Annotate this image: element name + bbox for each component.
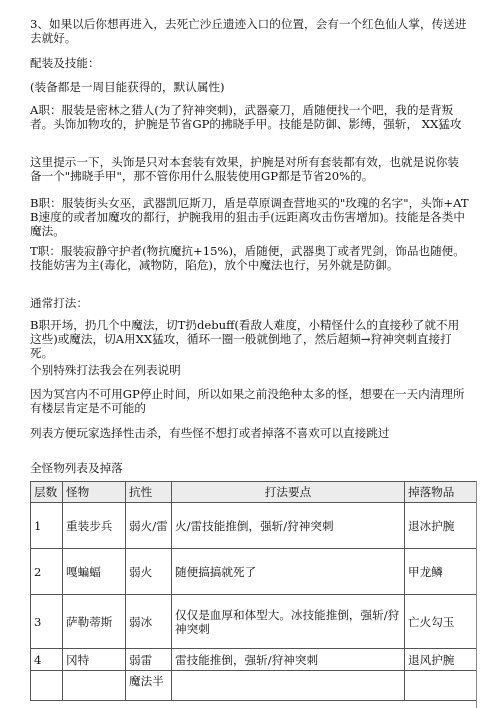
paragraph-list-note: 列表方便玩家选择性击杀，有些怪不想打或者掉落不喜欢可以直接跳过 bbox=[30, 426, 390, 440]
table-header-row bbox=[31, 482, 477, 503]
cell-monster: 重装步兵 bbox=[63, 503, 126, 549]
cell-monster: 冈特 bbox=[63, 649, 126, 671]
table-row bbox=[31, 503, 477, 549]
paragraph-t-role: T职：服装寂静守护者(物抗魔抗+15%)，盾随便，武器奥丁或者咒剑，饰品也随便。技能妨害为主(毒化，减物防，陷危)，放个中魔法也行，另外就是防御。 bbox=[30, 244, 465, 272]
cell-monster: 萨勒蒂斯 bbox=[63, 595, 126, 649]
cell-drops: 退风护腕 bbox=[405, 649, 477, 671]
table-row bbox=[31, 549, 477, 595]
table-row bbox=[31, 649, 477, 671]
paragraph-strategy: B职开场，扔几个中魔法，切T扔debuff(看敌人难度，小精怪什么的直接秒了就不用这些)或魔法，切A用XX猛攻，循环一圈一般就倒地了，然后超频→狩神突刺直接打死。 bbox=[30, 318, 460, 360]
header-floor: 层数 bbox=[31, 482, 63, 503]
header-drops: 掉落物品 bbox=[405, 482, 477, 503]
paragraph-revisit-tip: 3、如果以后你想再进入，去死亡沙丘遗迹入口的位置，会有一个红色仙人掌，传送进去就好。 bbox=[30, 17, 467, 45]
cell-floor: 1 bbox=[31, 503, 63, 549]
cell-tactics: 雷技能推倒，强斩/狩神突刺 bbox=[172, 649, 405, 671]
paragraph-equipment-note: (装备都是一周目能获得的，默认属性) bbox=[30, 80, 225, 94]
cell-floor: 2 bbox=[31, 549, 63, 595]
cell-drops: 退冰护腕 bbox=[405, 503, 477, 549]
paragraph-headgear-note: 这里提示一下，头饰是只对本套装有效果，护腕是对所有套装都有效，也就是说你装备一个"拂晓手甲"，那不管你用什么服装使用GP都是节省20%的。 bbox=[30, 155, 459, 183]
cell-floor: 4 bbox=[31, 649, 63, 671]
table-row bbox=[31, 671, 477, 701]
paragraph-b-role: B职：服装街头女巫，武器凯厄斯刀，盾是草原调查营地买的"玫瑰的名字"，头饰+ATB速度的或者加魔攻的都行，护腕我用的狙击手(远距离攻击伤害增加)。技能是各类中魔法。 bbox=[30, 196, 469, 238]
cell-drops: 亡火勾玉 bbox=[405, 595, 477, 649]
cell-resistance: 弱火/雷 bbox=[126, 503, 172, 549]
cell-tactics: 火/雷技能推倒，强斩/狩神突刺 bbox=[172, 503, 405, 549]
cell-drops bbox=[405, 671, 477, 701]
monster-table bbox=[30, 481, 477, 701]
paragraph-strategy-heading: 通常打法： bbox=[30, 296, 88, 310]
cell-tactics: 仅仅是血厚和体型大。冰技能推倒，强斩/狩神突刺 bbox=[172, 595, 405, 649]
header-tactics: 打法要点 bbox=[172, 482, 405, 503]
cell-resistance: 弱雷 bbox=[126, 649, 172, 671]
cell-resistance: 弱火 bbox=[126, 549, 172, 595]
paragraph-gp-note: 因为冥宫内不可用GP停止时间，所以如果之前没绝种太多的怪，想要在一天内清理所有楼层肯定是不可能的 bbox=[30, 387, 465, 415]
cell-tactics bbox=[172, 671, 405, 701]
cell-monster: 嘎蝙蝠 bbox=[63, 549, 126, 595]
cell-drops: 甲龙鳞 bbox=[405, 549, 477, 595]
table-row bbox=[31, 595, 477, 649]
cell-monster bbox=[63, 671, 126, 701]
paragraph-loadout-heading: 配装及技能： bbox=[30, 56, 100, 70]
paragraph-table-heading: 全怪物列表及掉落 bbox=[30, 461, 123, 475]
cell-floor bbox=[31, 671, 63, 701]
header-resistance: 抗性 bbox=[126, 482, 172, 503]
cell-floor: 3 bbox=[31, 595, 63, 649]
paragraph-special-note: 个别特殊打法我会在列表说明 bbox=[30, 363, 181, 377]
cell-resistance: 魔法半 bbox=[126, 671, 172, 701]
paragraph-a-role: A职：服装是密林之猎人(为了狩神突刺)，武器豪刀，盾随便找一个吧，我的是背叛者。头饰加物攻的，护腕是节省GP的拂晓手甲。技能是防御、影缚，强斩， XX猛攻 bbox=[30, 103, 462, 131]
table-cut-off-column bbox=[476, 481, 500, 708]
header-monster: 怪物 bbox=[63, 482, 126, 503]
cell-resistance: 弱冰 bbox=[126, 595, 172, 649]
cell-tactics: 随便搞搞就死了 bbox=[172, 549, 405, 595]
